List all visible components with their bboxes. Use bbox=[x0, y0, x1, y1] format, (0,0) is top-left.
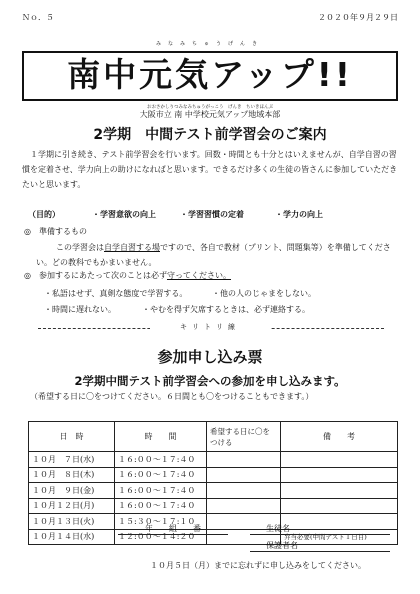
row-time: １６:００～１７:４０ bbox=[115, 483, 207, 499]
guardian-name-field[interactable] bbox=[250, 540, 390, 552]
row-date: １０月１３日(火) bbox=[29, 514, 115, 530]
prep-text bbox=[36, 240, 398, 270]
row-wish-cell[interactable] bbox=[207, 498, 281, 514]
publisher: 大阪市立 南 中学校元気アップ地域本部 bbox=[139, 110, 281, 119]
row-time: １５:３０～１７:１０ bbox=[115, 514, 207, 530]
deadline-note: １０月５日（月）までに忘れずに申し込みをしてください。 bbox=[150, 561, 366, 570]
col-time-header: 時 間 bbox=[115, 422, 207, 452]
rule-4: ・やむを得ず欠席するときは、必ず連絡する。 bbox=[142, 305, 310, 314]
rule-2: ・他の人のじゃまをしない。 bbox=[212, 289, 316, 298]
form-title: 参加申し込み票 bbox=[157, 348, 263, 366]
row-time: １６:００～１７:４０ bbox=[115, 452, 207, 468]
row-note bbox=[281, 452, 398, 468]
prep-text-emphasis: 自学自習する場 bbox=[104, 243, 160, 252]
form-subtitle: 2学期中間テスト前学習会への参加を申し込みます。 bbox=[74, 374, 346, 388]
row-time: １２:００～１４:２０ bbox=[115, 529, 207, 545]
issue-date: ２０２０年９月２９日 bbox=[318, 13, 398, 22]
row-date: １０月 ８日(木) bbox=[29, 467, 115, 483]
notice-heading: 2学期 中間テスト前学習会のご案内 bbox=[93, 127, 327, 143]
row-note bbox=[281, 467, 398, 483]
cut-line-label: キリトリ線 bbox=[150, 322, 270, 332]
row-wish-cell[interactable] bbox=[207, 467, 281, 483]
prep-text-1: この学習会は bbox=[56, 243, 104, 252]
prep-text-2: ですので、各自で教材（プリント、問題集等）を準備してください。どの教科でもかまいません。 bbox=[36, 243, 391, 267]
rules-heading-emphasis: 守ってください。 bbox=[166, 271, 231, 280]
col-wish-header: 希望する日に〇をつける bbox=[207, 422, 281, 452]
student-name-field[interactable] bbox=[250, 523, 390, 535]
rules-heading-1: ◎ 参加するにあたって次のことは必ず bbox=[24, 271, 167, 280]
rule-1: ・私語はせず、真剣な態度で学習する。 bbox=[44, 289, 188, 298]
prep-heading: ◎ 準備するもの bbox=[24, 227, 87, 236]
row-time: １６:００～１７:４０ bbox=[115, 498, 207, 514]
purpose-label: （目的） bbox=[28, 209, 60, 219]
rules-heading bbox=[24, 270, 231, 281]
row-note: 弁当必要(中間テスト１日目) bbox=[281, 529, 398, 545]
table-row bbox=[29, 498, 398, 514]
purpose-2: ・学習習慣の定着 bbox=[180, 209, 244, 219]
newsletter-title: 南中元気アップ!! bbox=[67, 55, 353, 94]
row-wish-cell[interactable] bbox=[207, 452, 281, 468]
col-date-header: 日 時 bbox=[29, 422, 115, 452]
student-name-label: 生徒名 bbox=[266, 524, 290, 533]
notice-intro: １学期に引き続き、テスト前学習会を行います。回数・時間とも十分とはいえませんが、自学自習の習慣を定着させ、学力向上の助けになればと思います。できるだけ多くの生徒の皆さんに参加していただきたいと思います。 bbox=[22, 150, 398, 189]
row-date: １０月１４日(水) bbox=[29, 529, 115, 545]
table-header-row bbox=[29, 422, 398, 452]
publisher-ruby: おおさかしりつみなみちゅうがっこう げんき ちいきほんぶ bbox=[147, 105, 273, 110]
purpose-1: ・学習意欲の向上 bbox=[92, 209, 156, 219]
row-note bbox=[281, 483, 398, 499]
row-wish-cell[interactable] bbox=[207, 483, 281, 499]
row-time: １６:００～１７:４０ bbox=[115, 467, 207, 483]
row-date: １０月 ９日(金) bbox=[29, 483, 115, 499]
row-date: １０月 ７日(水) bbox=[29, 452, 115, 468]
row-date: １０月１２日(月) bbox=[29, 498, 115, 514]
rule-3: ・時間に遅れない。 bbox=[44, 305, 116, 314]
title-ruby: みなみちゅうげんき bbox=[155, 41, 264, 47]
guardian-name-label: 保護者名 bbox=[266, 541, 298, 550]
table-row bbox=[29, 452, 398, 468]
purpose-3: ・学力の向上 bbox=[275, 209, 323, 219]
issue-number: Ｎｏ．５ bbox=[22, 13, 54, 22]
table-row bbox=[29, 483, 398, 499]
grade-class-number-field[interactable]: 年 組 番 bbox=[118, 523, 228, 535]
table-row bbox=[29, 467, 398, 483]
row-note bbox=[281, 498, 398, 514]
form-instruction: （希望する日に〇をつけてください。６日間とも〇をつけることもできます。） bbox=[30, 392, 314, 401]
col-note-header: 備 考 bbox=[281, 422, 398, 452]
